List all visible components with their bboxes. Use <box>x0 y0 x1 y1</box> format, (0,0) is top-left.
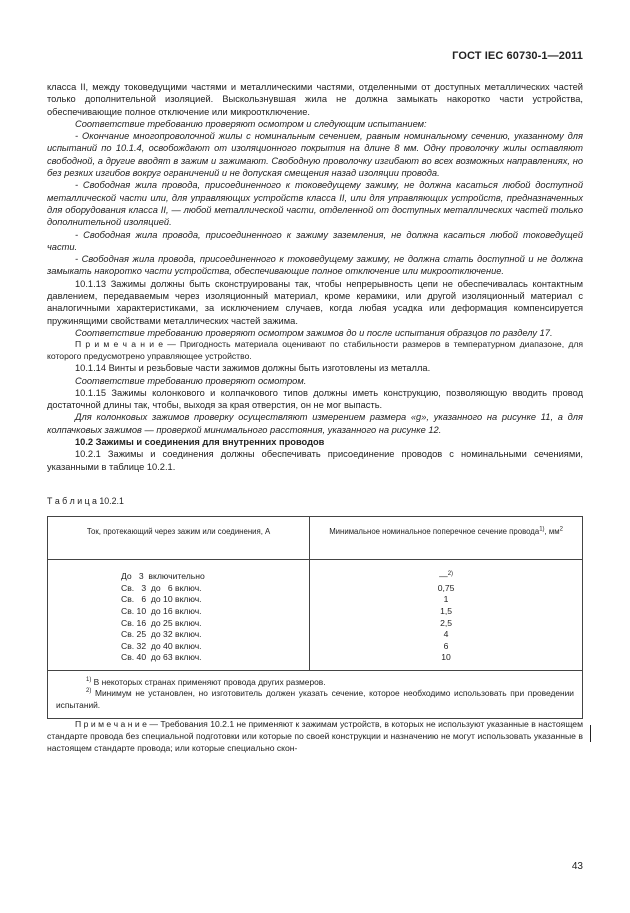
paragraph: - Свободная жила провода, присоединенного к зажиму заземления, не должна касаться любой токоведущей части. <box>47 229 583 252</box>
footnote-text: Минимум не установлен, но изготовитель должен указать сечение, которое необходимо использовать при проведении испытаний. <box>56 688 574 710</box>
section-value <box>310 571 582 583</box>
paragraph: - Свободная жила провода, присоединенного к токоведущему зажиму, не должна стать доступной и не должна замыкать накоротко части устройства, обеспечивающие полное отключение или микроотключение. <box>47 254 583 277</box>
current-value: Св. 6 до 10 включ. <box>121 594 202 605</box>
paragraph: класса II, между токоведущими частями и металлическими частями, отделенными от доступных металлических частей только дополнительной изоляцией. Выскользнувшая жила не должна замыкать накоротко части устройства, обеспечивающие полное отключение или микроотключение. <box>47 82 583 117</box>
current-value: До 3 включительно <box>121 571 205 582</box>
current-value: Св. 40 до 63 включ. <box>121 652 202 663</box>
document-id-header: ГОСТ IEC 60730-1—2011 <box>452 50 583 62</box>
paragraph: Соответствие требованию проверяют осмотром зажимов до и после испытания образцов по разделу 17. <box>75 327 553 338</box>
current-value: Св. 25 до 32 включ. <box>121 629 202 640</box>
section-value: 10 <box>441 652 451 663</box>
note-label: П р и м е ч а н и е <box>75 339 163 350</box>
current-column <box>48 560 310 671</box>
table-header-current: Ток, протекающий через зажим или соединения, А <box>48 517 310 560</box>
footnote-mark: 2) <box>86 688 92 695</box>
footnote-1 <box>56 677 574 688</box>
note-label: П р и м е ч а н и е <box>75 719 147 730</box>
table-footnotes <box>48 670 583 718</box>
page-body <box>47 81 583 755</box>
table-10-2-1 <box>47 516 583 719</box>
bottom-note <box>47 719 583 754</box>
change-bar <box>590 725 591 742</box>
section-column <box>310 560 583 671</box>
note-text: — Пригодность материала оценивают по стабильности размеров в температурном диапазоне, для которого предусмотрено управляющее устройство. <box>47 339 584 361</box>
header-section-text: Минимальное номинальное поперечное сечение провода <box>329 527 540 537</box>
page-number: 43 <box>571 861 583 872</box>
paragraph: - Свободная жила провода, присоединенного к токоведущему зажиму, не должна касаться любой доступной металлической части или, для управляющих устройств класса II, или для управляющих устройств, предназначенных для оборудования класса II, — любой металлической части, отделенной от доступных металлических частей только дополнительной изоляцией. <box>47 180 583 228</box>
footnote-ref: 2) <box>447 571 454 578</box>
clause-10-1-13: 10.1.13 Зажимы должны быть сконструированы так, чтобы непрерывность цепи не обеспечивалась контактным давлением, передаваемым через изоляционный материал, кроме керамики, или другой изоляционный материал с аналогичными характеристиками, за исключением случаев, когда любая усадка или деформация компенсируется пружинящими свойствами металлических частей зажима. <box>47 278 583 326</box>
section-value: 4 <box>443 629 449 640</box>
paragraph: - Окончание многопроволочной жилы с номинальным сечением, равным номинальному сечению, указанному для испытаний по 10.1.4, освобождают от изоляционного покрытия на длине 8 мм. Одну проволочку жилы оставляют свободной, а другие вводят в зажим и зажимают. Свободную проволочку изгибают во всех возможных направлениях, но без резких изгибов вокруг ограничений и не допуская смещения назад изоляции провода. <box>47 131 583 179</box>
header-unit: , мм <box>544 527 560 537</box>
paragraph: Для колонковых зажимов проверку осуществляют измерением размера «g», указанного на рисунке 11, а для колпачковых зажимов — проверкой минимального расстояния, указанного на рисунке 12. <box>47 412 583 435</box>
footnote-2 <box>56 688 574 711</box>
section-value: 1,5 <box>440 605 453 616</box>
table-header-section <box>310 517 583 560</box>
footnote-mark: 1) <box>86 677 92 684</box>
section-value: 1 <box>443 594 449 605</box>
clause-10-2-1: 10.2.1 Зажимы и соединения должны обеспечивать присоединение проводов с номинальными сечениями, указанными в таблице 10.2.1. <box>47 449 583 472</box>
unit-exponent: 2 <box>559 526 563 533</box>
section-dash: — <box>439 571 448 582</box>
footnote-ref: 1) <box>539 526 545 533</box>
paragraph: Соответствие требованию проверяют осмотром. <box>75 375 307 386</box>
paragraph: Соответствие требованию проверяют осмотром и следующим испытанием: <box>75 118 427 129</box>
clause-10-1-15: 10.1.15 Зажимы колонкового и колпачкового типов должны иметь конструкцию, позволяющую вводить провод достаточной длины так, чтобы, выходя за края отверстия, он не мог выпасть. <box>47 387 583 411</box>
current-value: Св. 16 до 25 включ. <box>121 617 202 628</box>
section-value: 0,75 <box>437 582 455 593</box>
section-value: 6 <box>443 640 449 651</box>
current-value: Св. 10 до 16 включ. <box>121 605 202 616</box>
section-heading: 10.2 Зажимы и соединения для внутренних проводов <box>75 437 325 448</box>
table-caption: Т а б л и ц а 10.2.1 <box>47 495 124 506</box>
note <box>47 339 583 362</box>
current-value: Св. 3 до 6 включ. <box>121 582 202 593</box>
clause-10-1-14: 10.1.14 Винты и резьбовые части зажимов должны быть изготовлены из металла. <box>75 363 431 374</box>
section-value: 2,5 <box>440 617 453 628</box>
current-value: Св. 32 до 40 включ. <box>121 640 202 651</box>
footnote-text: В некоторых странах применяют провода других размеров. <box>91 676 326 687</box>
note-text: — Требования 10.2.1 не применяют к зажимам устройств, в которых не используют указанные в настоящем стандарте провода без специальной подготовки или которые по своей конструкции и назначению не могут использовать указанные в настоящем стандарте провода; или которые специально скон- <box>47 719 583 753</box>
